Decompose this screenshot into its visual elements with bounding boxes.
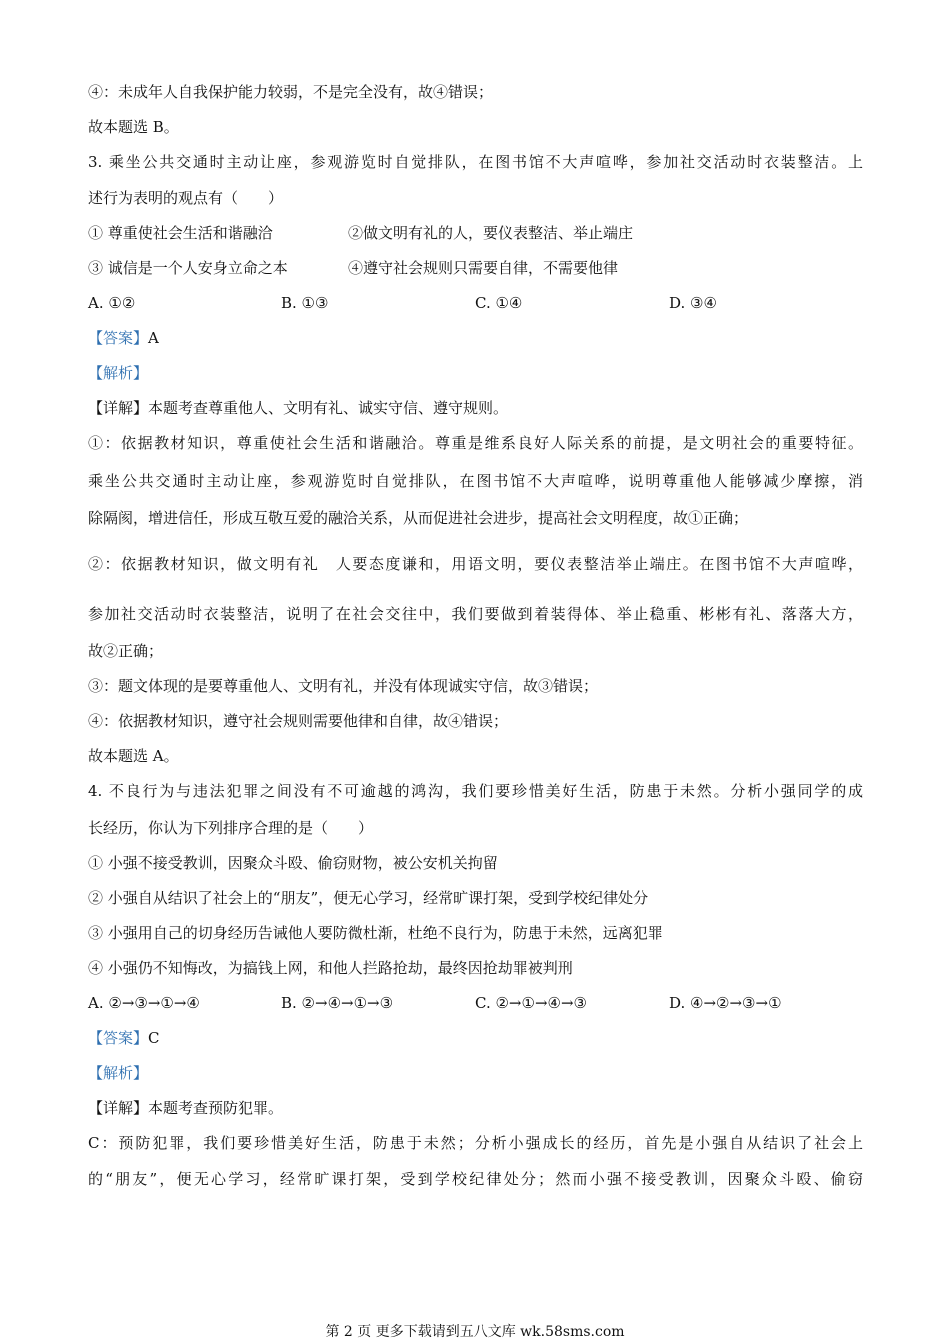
answer-value: C [148, 1029, 160, 1047]
statement-2: ② 小强自从结识了社会上的“朋友”，便无心学习，经常旷课打架，受到学校纪律处分 [88, 889, 649, 907]
option-c: C. ①④ [475, 294, 523, 312]
statement-3: ③ 诚信是一个人安身立命之本 [88, 259, 288, 277]
detail-line: 故本题选 A。 [88, 747, 179, 765]
detail-line: C：预防犯罪，我们要珍惜美好生活，防患于未然；分析小强成长的经历，首先是小强自从结识了社会上 [88, 1134, 863, 1152]
detail-line: ④：依据教材知识，遵守社会规则需要他律和自律，故④错误； [88, 712, 509, 730]
statement-1: ① 尊重使社会生活和谐融洽 [88, 224, 273, 242]
question-3-stem-cont: 述行为表明的观点有（ ） [88, 189, 284, 207]
option-b: B. ①③ [281, 294, 329, 312]
option-c: C. ②→①→④→③ [475, 994, 587, 1012]
option-d: D. ③④ [669, 294, 717, 312]
detail-line: 参加社交活动时衣装整洁，说明了在社会交往中，我们要做到着装得体、举止稳重、彬彬有礼、落落大方， [88, 605, 863, 623]
analysis-label: 【解析】 [88, 1064, 149, 1082]
page-footer: 第 2 页 更多下载请到五八文库 wk.58sms.com [325, 1324, 625, 1340]
answer-label: 【答案】 [88, 329, 149, 347]
question-4-stem: 4. 不良行为与违法犯罪之间没有不可逾越的鸿沟，我们要珍惜美好生活，防患于未然。分析小强同学的成 [88, 782, 863, 800]
text-line: 故本题选 B。 [88, 118, 179, 136]
analysis-label: 【解析】 [88, 364, 149, 382]
question-4-stem-cont: 长经历，你认为下列排序合理的是（ ） [88, 819, 374, 837]
detail-line: ②：依据教材知识，做文明有礼 人要态度谦和，用语文明，要仪表整洁举止端庄。在图书馆不大声喧哗， [88, 555, 863, 573]
answer-line [88, 1027, 863, 1049]
answer-label: 【答案】 [88, 1029, 149, 1047]
detail-line: ③：题文体现的是要尊重他人、文明有礼，并没有体现诚实守信，故③错误； [88, 677, 599, 695]
statement-1: ① 小强不接受教训，因聚众斗殴、偷窃财物，被公安机关拘留 [88, 854, 498, 872]
statement-4: ④遵守社会规则只需要自律，不需要他律 [348, 259, 619, 277]
statement-3: ③ 小强用自己的切身经历告诫他人要防微杜渐，杜绝不良行为，防患于未然，远离犯罪 [88, 924, 663, 942]
statement-2: ②做文明有礼的人，要仪表整洁、举止端庄 [348, 224, 634, 242]
detail-line: 除隔阂，增进信任，形成互敬互爱的融洽关系，从而促进社会进步，提高社会文明程度，故①正确； [88, 509, 749, 527]
option-a: A. ①② [88, 294, 136, 312]
answer-line [88, 327, 863, 349]
statement-4: ④ 小强仍不知悔改，为搞钱上网，和他人拦路抢劫，最终因抢劫罪被判刑 [88, 959, 573, 977]
question-3-stem: 3. 乘坐公共交通时主动让座，参观游览时自觉排队，在图书馆不大声喧哗，参加社交活动时衣装整洁。上 [88, 153, 863, 171]
option-d: D. ④→②→③→① [669, 994, 782, 1012]
answer-value: A [148, 329, 159, 347]
detail-line: 【详解】本题考查尊重他人、文明有礼、诚实守信、遵守规则。 [88, 399, 509, 417]
detail-line: 故②正确； [88, 642, 164, 660]
detail-line: 乘坐公共交通时主动让座，参观游览时自觉排队，在图书馆不大声喧哗，说明尊重他人能够减少摩擦，消 [88, 472, 863, 490]
option-a: A. ②→③→①→④ [88, 994, 200, 1012]
text-line: ④：未成年人自我保护能力较弱，不是完全没有，故④错误； [88, 83, 494, 101]
detail-line: ①：依据教材知识，尊重使社会生活和谐融洽。尊重是维系良好人际关系的前提，是文明社会的重要特征。 [88, 434, 863, 452]
detail-line: 的“朋友”，便无心学习，经常旷课打架，受到学校纪律处分；然而小强不接受教训，因聚众斗殴、偷窃 [88, 1170, 863, 1188]
option-b: B. ②→④→①→③ [281, 994, 394, 1012]
detail-line: 【详解】本题考查预防犯罪。 [88, 1099, 284, 1117]
